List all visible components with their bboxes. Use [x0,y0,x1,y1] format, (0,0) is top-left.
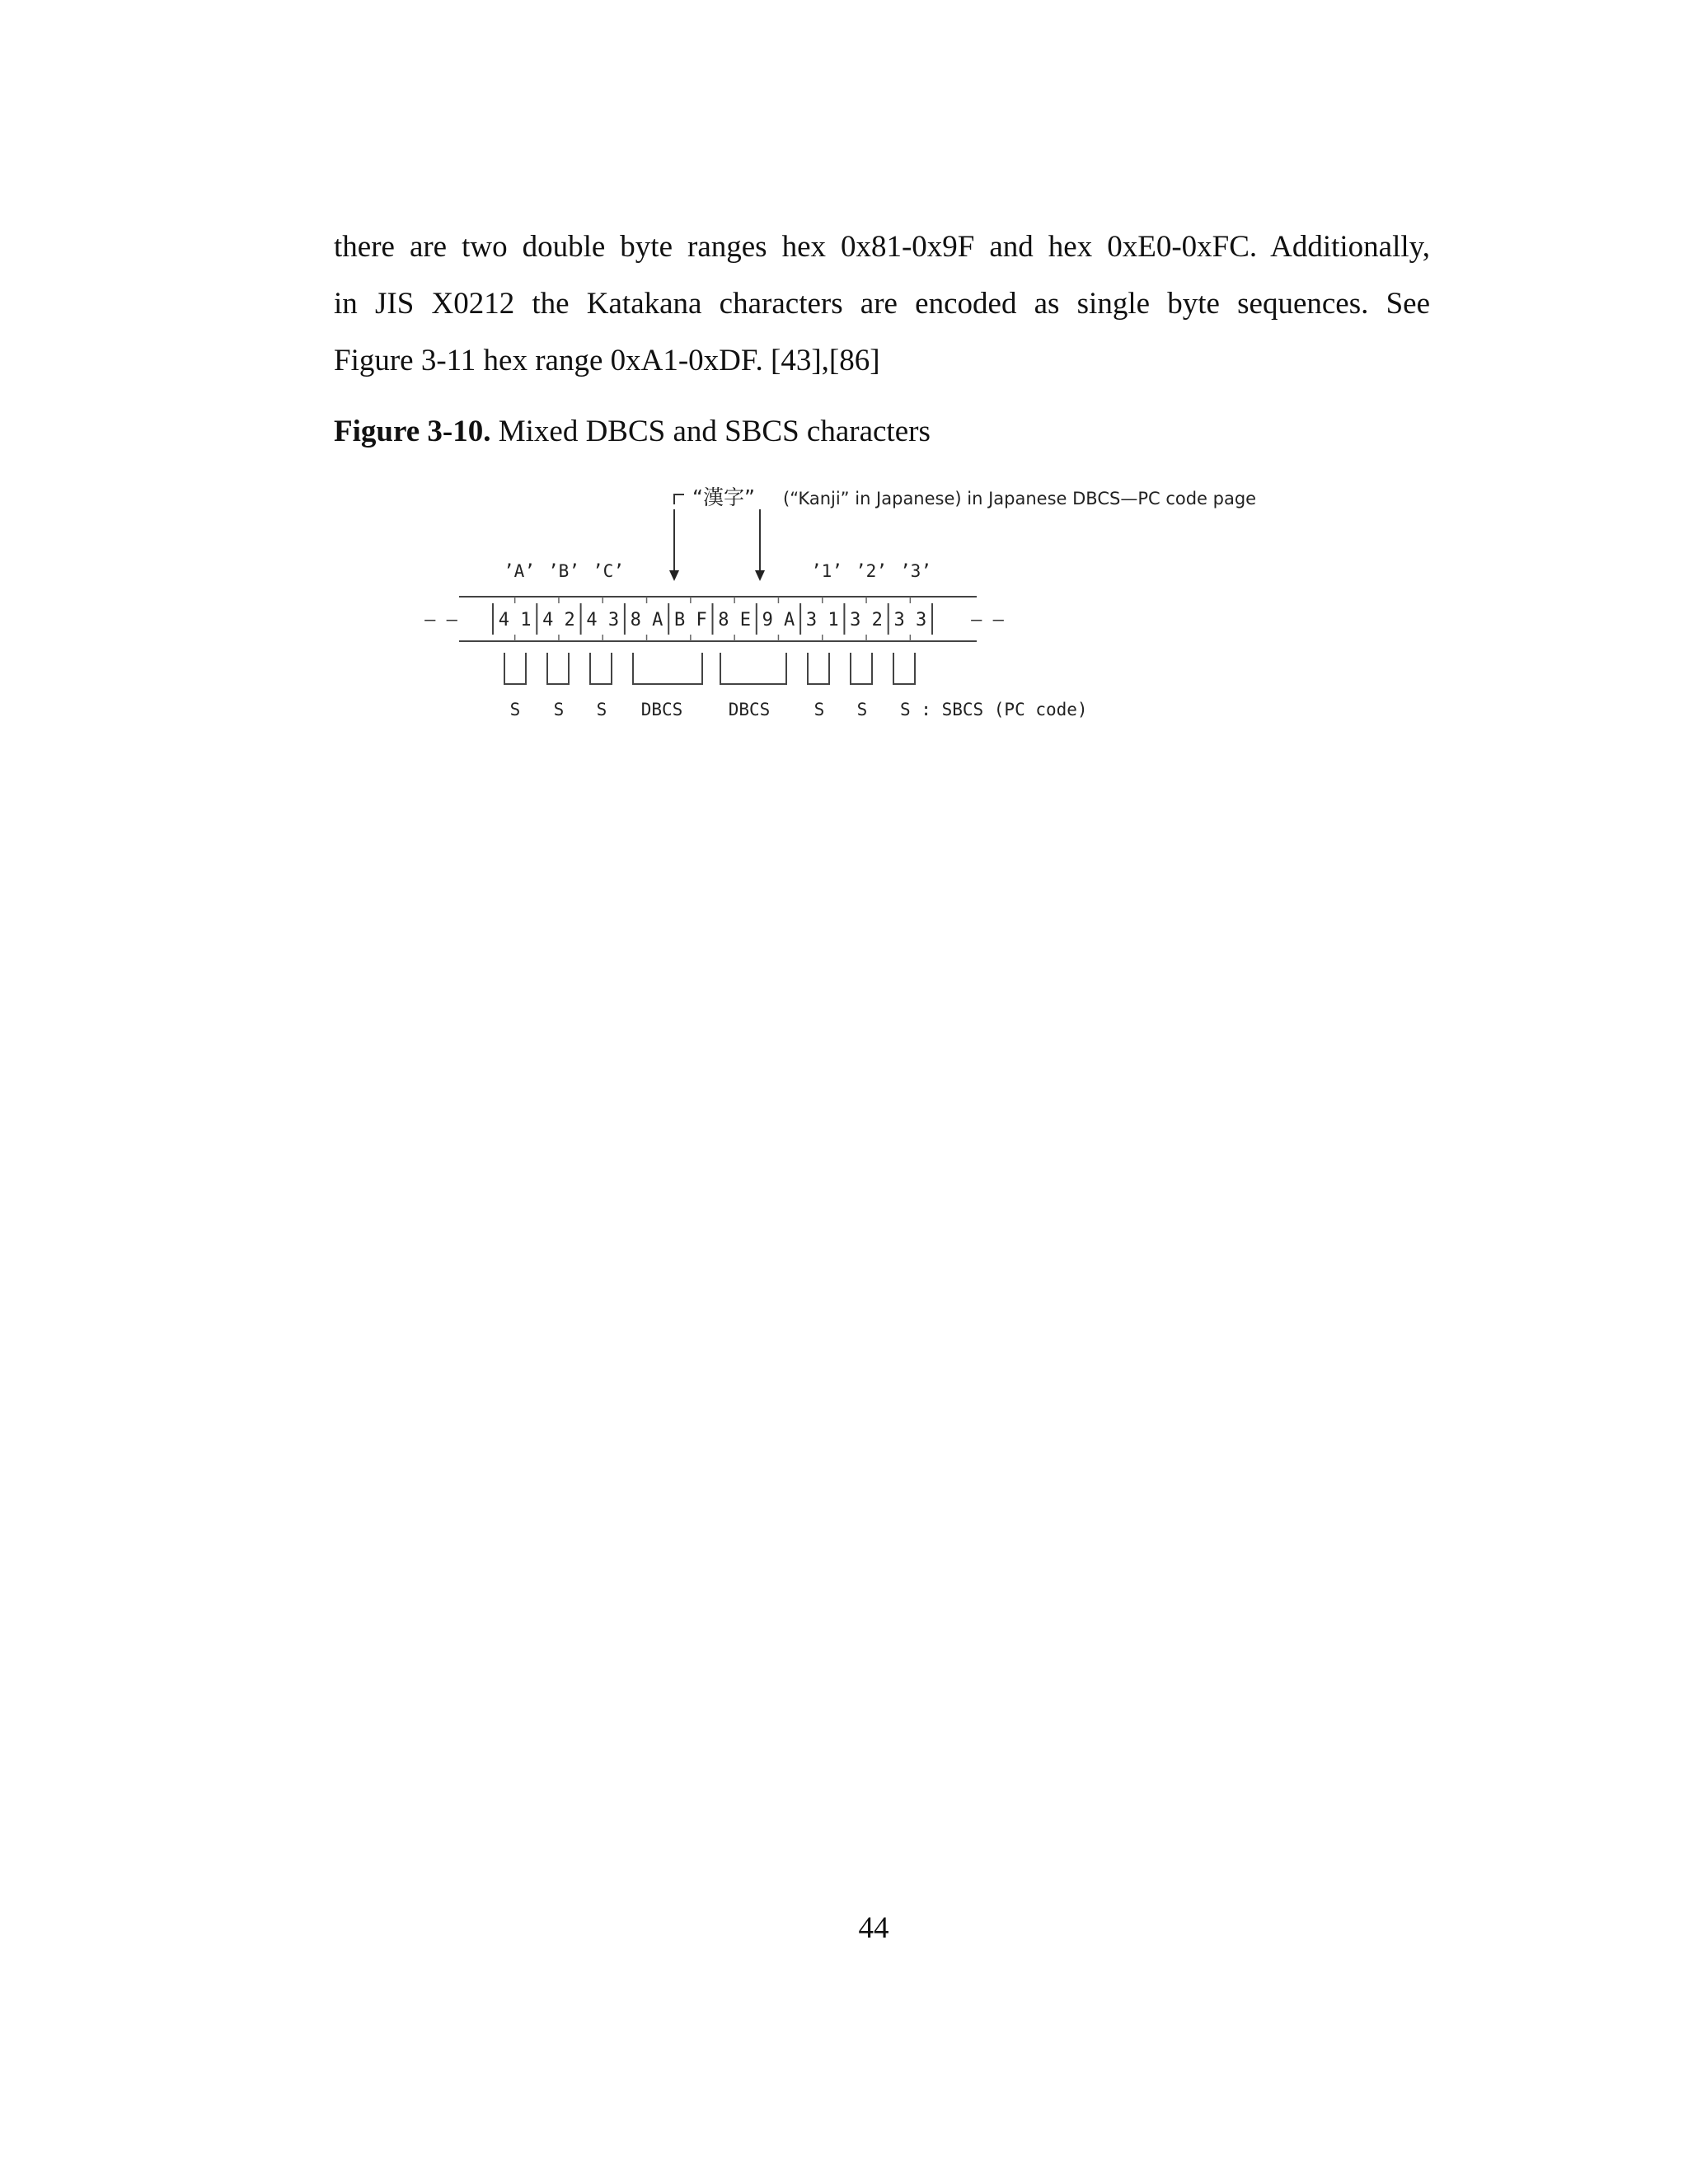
arrow-head-1 [669,570,679,581]
body-line-2: in JIS X0212 the Katakana characters are encoded as single byte sequences. See [334,287,1430,321]
char-label-C: ’C’ [593,561,624,581]
char-label-2: ’2’ [856,561,887,581]
hex-byte-pair: 8 A [630,610,663,630]
byte-cells [493,597,932,641]
label-dbcs-2: DBCS [728,700,771,719]
page-number: 44 [858,1911,889,1945]
hex-byte-pair: 9 A [762,610,795,630]
label-s-2: S [553,700,565,719]
group-bracket [633,653,702,684]
leading-dashes: – – [424,610,457,630]
group-bracket [720,653,786,684]
kanji-note: (“Kanji” in Japanese) in Japanese DBCS—PC code page [783,489,1257,509]
label-s-4: S [814,700,825,719]
body-line-3: Figure 3-11 hex range 0xA1-0xDF. [43],[86] [334,344,880,377]
label-s-sbcs: S : SBCS (PC code) [900,700,1088,719]
hex-byte-pair: 8 E [718,610,752,630]
group-bracket [808,653,829,684]
group-bracket [504,653,526,684]
arrow-head-2 [755,570,765,581]
kanji-bracket [674,494,684,504]
grouping-brackets [504,653,915,684]
label-s-5: S [856,700,868,719]
char-label-1: ’1’ [811,561,842,581]
label-s-1: S [509,700,521,719]
hex-byte-pair: 4 2 [542,610,575,630]
kanji-label: “漢字” [692,485,755,509]
label-s-3: S [596,700,607,719]
hex-byte-pair: 4 1 [498,610,532,630]
hex-byte-pair: 3 1 [805,610,839,630]
char-label-B: ’B’ [548,561,579,581]
label-dbcs-1: DBCS [640,700,683,719]
char-label-A: ’A’ [504,561,535,581]
trailing-dashes: – – [971,610,1004,630]
body-line-1: there are two double byte ranges hex 0x81-0x9F and hex 0xE0-0xFC. Additionally, [334,230,1430,264]
char-label-3: ’3’ [900,561,931,581]
group-bracket [893,653,915,684]
figure-caption-text: Mixed DBCS and SBCS characters [490,415,931,448]
group-bracket [547,653,569,684]
figure-caption-label: Figure 3-10. [334,415,491,448]
hex-byte-pair: 3 2 [850,610,883,630]
hex-byte-pair: B F [673,610,707,630]
group-bracket [590,653,612,684]
hex-byte-pair: 4 3 [586,610,620,630]
hex-byte-pair: 3 3 [893,610,927,630]
group-bracket [851,653,872,684]
